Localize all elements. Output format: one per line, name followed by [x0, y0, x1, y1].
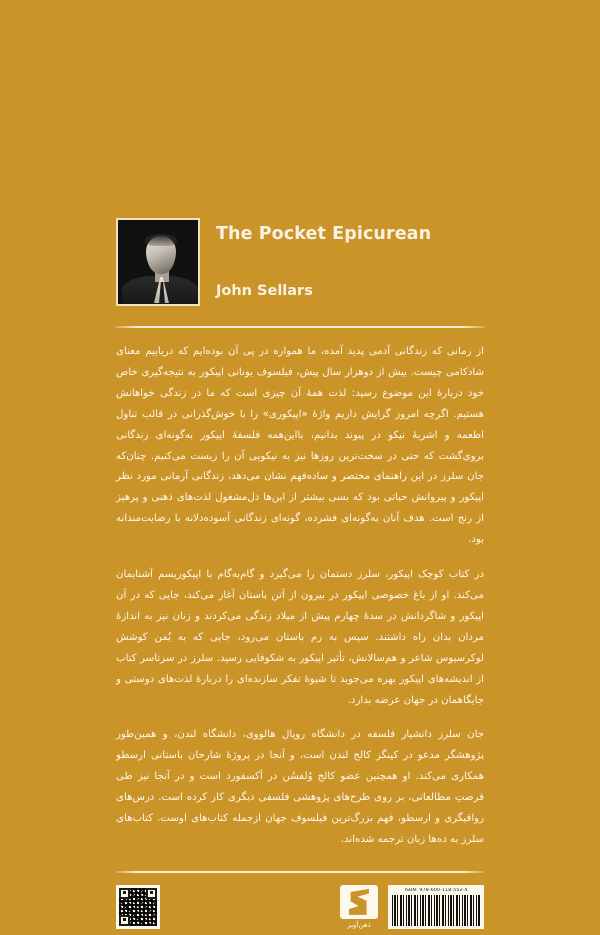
page-title: The Pocket Epicurean: [216, 224, 432, 244]
title-text-group: [216, 218, 431, 300]
qr-finder-top-right: [146, 888, 157, 899]
publisher-name: ذهن‌آویز: [347, 920, 371, 929]
cover-content: [116, 218, 484, 935]
cover-footer: [116, 885, 484, 935]
publisher-glyph: [349, 889, 369, 915]
publisher-mark-icon: [340, 885, 378, 919]
qr-finder-top-left: [119, 888, 130, 899]
blurb-paragraph-3: جان سلرز دانشیار فلسفه در دانشگاه رویال هالووی، دانشگاه لندن، و همین‌طور پژوهشگر مدعو در کینگز کالج لندن است، و آنجا در پروژهٔ شارحان باستانی ارسطو همکاری می‌کند. او همچنین عضو کالج وُلفسُن در آکسفورد است و در آنجا نیز طی فرصتِ مطالعاتی، بر روی طرح‌های پژوهشی فلسفی دیگری کار کرده است. درس‌های رواقیگری و ارسطو، فهم بزرگ‌ترین فیلسوف جهان ازجمله کتاب‌های اوست. کتاب‌های سلرز به ده‌ها زبان ترجمه شده‌اند.: [116, 729, 484, 845]
barcode-bars: [392, 895, 480, 926]
qr-code-icon[interactable]: [116, 885, 160, 929]
blurb-paragraph-1: از زمانی که زندگانی آدمی پدید آمده، ما همواره در پی آن بوده‌ایم که دریابیم معنای شادکامی چیست. بیش از دوهزار سال پیش، فیلسوف یونانی اپیکور به نتیجه‌گیری خاص خود دربارهٔ این موضوع رسید: لذت همهٔ آن چیزی است که ما در زندگی خواهانش هستیم. اگرچه امروز گرایش داریم واژهٔ «اپیکوری» را با خوش‌گذرانی در قالب تناول اطعمه و اشربهٔ نیکو در پیوند بدانیم، بااین‌همه فلسفهٔ اپیکور به‌گونه‌ای زندگانی بروی‌گشت که حتی در سخت‌ترین روزها نیز به نیکویی آن را زیست می‌کنیم. چنان‌که جان سلرز در این راهنمای مختصر و ساده‌فهم نشان می‌دهد، زندگانی آرمانی مورد نظر اپیکور و پیروانش حیاتی بود که بسی بیشتر از این‌ها دل‌مشغول لذت‌های ذهنی و پرهیز از رنج است. هدف آنان به‌گونه‌ای فشرده، گونه‌ای زندگانی آسوده‌دلانه با رضایت‌مندانه بود.: [116, 346, 484, 546]
author-name: John Sellars: [216, 283, 313, 299]
divider-bottom: [116, 871, 484, 873]
blurb-paragraph-2: در کتاب کوچک اپیکور، سلرز دستمان را می‌گیرد و گام‌به‌گام با اپیکوریسم آشنایمان می‌کند. او از باغ خصوصی اپیکور در بیرون از آتن باستان آغاز می‌کند، جایی که در آن اپیکور و شاگردانش در سدهٔ چهارم پیش از میلاد زندگی می‌کردند و زنان نیز به اندازهٔ مردان بدان راه داشتند. سپس به رم باستان می‌رود، جایی که به یُمن کوشش لوکرسیوس شاعر و هم‌سالانش، تأثیر اپیکور به شکوفایی رسید. سلرز در سرتاسر کتاب از اندیشه‌های اپیکور بهره می‌جوید تا شیوهٔ تفکر سازنده‌ای را دربارهٔ لذت‌های دوستی و جایگاهمان در جهان عرضه بدارد.: [116, 569, 484, 706]
author-photo: [116, 218, 200, 306]
qr-finder-bottom-left: [119, 915, 130, 926]
photo-hair: [145, 234, 177, 246]
isbn-text: ISBN: 978-600-118-552-4: [404, 887, 468, 893]
isbn-barcode: [388, 885, 484, 929]
title-block: [116, 218, 484, 314]
publisher-logo: [340, 885, 378, 929]
qr-code-pattern: [119, 888, 157, 926]
divider-top: [116, 326, 484, 328]
